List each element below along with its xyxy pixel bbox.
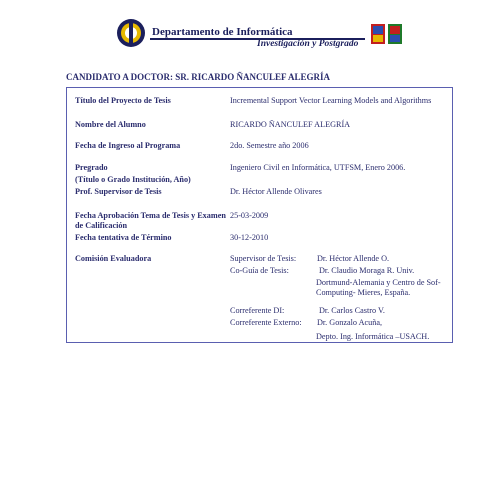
label-aprobacion: Fecha Aprobación Tema de Tesis y Examen de Calificación [75, 211, 226, 230]
label-ingreso: Fecha de Ingreso al Programa [75, 141, 181, 150]
thesis-info-panel [66, 87, 453, 343]
department-name: Departamento de Informática [152, 26, 293, 38]
page-header [0, 0, 495, 60]
value-aprobacion: 25-03-2009 [230, 211, 269, 220]
committee-correferente-di-role: Correferente DI: [230, 306, 285, 315]
value-ingreso: 2do. Semestre año 2006 [230, 141, 309, 150]
value-titulo: Incremental Support Vector Learning Models and Algorithms [230, 96, 432, 105]
committee-correferente-ext-affiliation: Depto. Ing. Informática –USACH. [316, 332, 430, 341]
committee-correferente-ext-role: Correferente Externo: [230, 318, 302, 327]
label-pregrado-note: (Título o Grado Institución, Año) [75, 175, 191, 184]
label-tentativa: Fecha tentativa de Término [75, 233, 172, 242]
university-logo-icon [116, 18, 146, 48]
institution-crest-icon [370, 22, 404, 46]
committee-correferente-di-name: Dr. Carlos Castro V. [319, 306, 385, 315]
value-supervisor: Dr. Héctor Allende Olivares [230, 187, 322, 196]
row-comision [75, 254, 448, 344]
label-pregrado: Pregrado [75, 163, 108, 172]
committee-supervisor-name: Dr. Héctor Allende O. [317, 254, 390, 263]
candidate-heading: CANDIDATO A DOCTOR: SR. RICARDO ÑANCULEF ALEGRÍA [66, 72, 330, 82]
committee-coguia-name: Dr. Claudio Moraga R. Univ. [319, 266, 415, 275]
value-pregrado: Ingeniero Civil en Informática, UTFSM, Enero 2006. [230, 163, 406, 172]
label-alumno: Nombre del Alumno [75, 120, 146, 129]
label-comision: Comisión Evaluadora [75, 254, 152, 263]
committee-coguia-role: Co-Guía de Tesis: [230, 266, 289, 275]
value-alumno: RICARDO ÑANCULEF ALEGRÍA [230, 120, 351, 129]
department-subtitle: Investigación y Postgrado [257, 39, 359, 49]
committee-coguia-affiliation: Dortmund-Alemania y Centro de Sof-Computing- Mieres, España. [316, 278, 441, 297]
committee-correferente-ext-name: Dr. Gonzalo Acuña, [317, 318, 383, 327]
label-supervisor: Prof. Supervisor de Tesis [75, 187, 162, 196]
committee-supervisor-role: Supervisor de Tesis: [230, 254, 297, 263]
label-titulo: Título del Proyecto de Tesis [75, 96, 171, 105]
value-tentativa: 30-12-2010 [230, 233, 269, 242]
committee-list [230, 254, 452, 344]
